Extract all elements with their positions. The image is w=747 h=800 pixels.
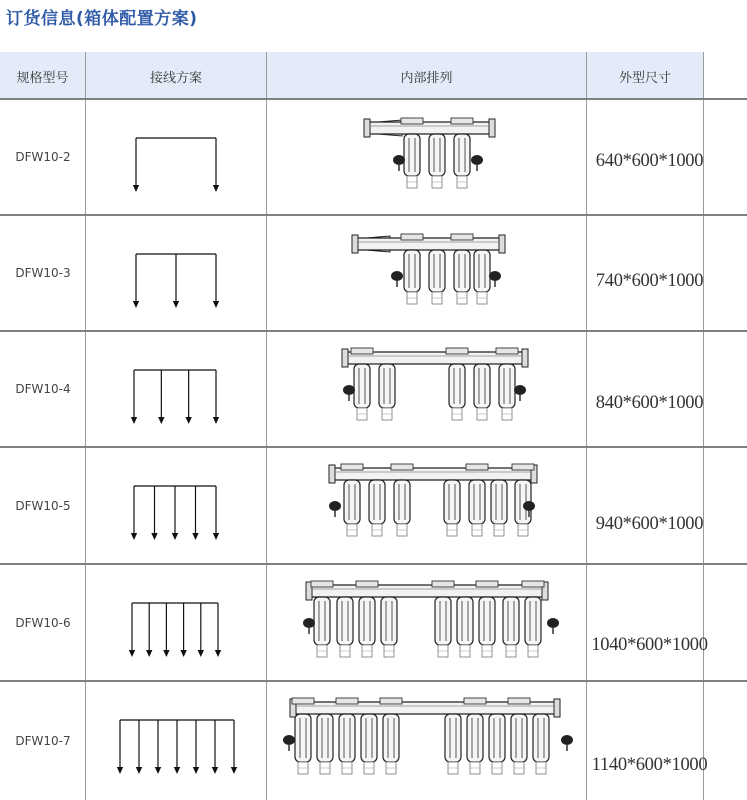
insulator-column [469, 480, 485, 524]
tee-bracket [356, 581, 378, 587]
outlet-arrow [213, 533, 219, 540]
insulator-column [511, 714, 527, 762]
insulator-column [404, 250, 420, 292]
outlet-arrow [133, 301, 139, 308]
outlet-arrow [146, 650, 152, 657]
outlet-arrow [193, 767, 199, 774]
insulator-column [503, 597, 519, 645]
insulator-column [474, 250, 490, 292]
tee-bracket [336, 698, 358, 704]
tee-bracket [522, 581, 544, 587]
connector-knob [514, 385, 526, 395]
connector-knob [471, 155, 483, 165]
outlet-arrow [131, 417, 137, 424]
tee-bracket [380, 698, 402, 704]
insulator-column [361, 714, 377, 762]
insulator-column [359, 597, 375, 645]
tee-bracket [432, 581, 454, 587]
insulator-column [525, 597, 541, 645]
tee-bracket [508, 698, 530, 704]
insulator-column [457, 597, 473, 645]
pipe-flange [522, 349, 528, 367]
tee-bracket [351, 348, 373, 354]
model-cell: DFW10-4 [15, 382, 71, 396]
insulator-column [369, 480, 385, 524]
tee-bracket [401, 118, 423, 124]
insulator-column [454, 250, 470, 292]
outlet-arrow [198, 650, 204, 657]
outlet-arrow [155, 767, 161, 774]
insulator-column [314, 597, 330, 645]
dimension-cell: 940*600*1000 [595, 514, 704, 534]
pipe-flange [489, 119, 495, 137]
insulator-column [344, 480, 360, 524]
internal-layout-drawing [267, 332, 587, 446]
dimension-cell: 640*600*1000 [595, 151, 704, 171]
tee-bracket [292, 698, 314, 704]
dimension-cell: 1040*600*1000 [591, 635, 708, 655]
insulator-column [533, 714, 549, 762]
pipe-flange [364, 119, 370, 137]
tee-bracket [451, 118, 473, 124]
outlet-arrow [174, 767, 180, 774]
model-cell: DFW10-5 [15, 498, 71, 513]
tee-bracket [311, 581, 333, 587]
insulator-column [429, 134, 445, 176]
insulator-column [337, 597, 353, 645]
dimension-cell: 840*600*1000 [595, 393, 704, 413]
outlet-arrow [212, 767, 218, 774]
insulator-column [383, 714, 399, 762]
tee-bracket [451, 234, 473, 240]
wiring-diagram [86, 682, 267, 800]
header-model: 规格型号 [0, 52, 86, 100]
outlet-arrow [180, 650, 186, 657]
internal-layout-drawing [267, 100, 587, 214]
outlet-arrow [213, 185, 219, 192]
pipe-flange [342, 349, 348, 367]
insulator-column [479, 597, 495, 645]
internal-layout-drawing [267, 448, 587, 563]
insulator-column [435, 597, 451, 645]
pipe-flange [329, 465, 335, 483]
bus-pipe [309, 585, 545, 597]
outlet-arrow [215, 650, 221, 657]
outlet-arrow [136, 767, 142, 774]
tee-bracket [401, 234, 423, 240]
page-title: 订货信息(箱体配置方案) [6, 9, 198, 29]
connector-knob [561, 735, 573, 745]
insulator-column [444, 480, 460, 524]
outlet-arrow [151, 533, 157, 540]
header-wiring-scheme: 接线方案 [86, 52, 267, 100]
insulator-column [295, 714, 311, 762]
insulator-column [429, 250, 445, 292]
wiring-diagram [86, 448, 267, 563]
header-dimensions: 外型尺寸 [587, 52, 704, 100]
outlet-arrow [158, 417, 164, 424]
model-cell: DFW10-3 [15, 266, 71, 280]
outlet-arrow [173, 301, 179, 308]
insulator-column [454, 134, 470, 176]
insulator-column [474, 364, 490, 408]
tee-bracket [466, 464, 488, 470]
dimension-cell: 740*600*1000 [595, 271, 704, 291]
wiring-diagram [86, 565, 267, 680]
tee-bracket [512, 464, 534, 470]
outlet-arrow [185, 417, 191, 424]
tee-bracket [464, 698, 486, 704]
outlet-arrow [163, 650, 169, 657]
insulator-column [381, 597, 397, 645]
insulator-column [379, 364, 395, 408]
tee-bracket [496, 348, 518, 354]
insulator-column [449, 364, 465, 408]
model-cell: DFW10-7 [15, 734, 71, 748]
outlet-arrow [131, 533, 137, 540]
tee-bracket [391, 464, 413, 470]
internal-layout-drawing [267, 565, 587, 680]
connector-knob [523, 501, 535, 511]
internal-layout-drawing [267, 682, 587, 800]
connector-knob [547, 618, 559, 628]
internal-layout-drawing [267, 216, 587, 330]
bus-pipe [355, 238, 502, 250]
tee-bracket [476, 581, 498, 587]
connector-knob [391, 271, 403, 281]
outlet-arrow [133, 185, 139, 192]
insulator-column [491, 480, 507, 524]
dimension-cell: 1140*600*1000 [591, 755, 708, 775]
outlet-arrow [192, 533, 198, 540]
connector-knob [303, 618, 315, 628]
model-cell: DFW10-2 [15, 150, 71, 164]
insulator-column [499, 364, 515, 408]
connector-knob [343, 385, 355, 395]
outlet-arrow [231, 767, 237, 774]
outlet-arrow [117, 767, 123, 774]
connector-knob [393, 155, 405, 165]
insulator-column [339, 714, 355, 762]
configuration-table [0, 52, 747, 800]
insulator-column [489, 714, 505, 762]
outlet-arrow [213, 301, 219, 308]
connector-knob [283, 735, 295, 745]
outlet-arrow [129, 650, 135, 657]
insulator-column [445, 714, 461, 762]
insulator-column [404, 134, 420, 176]
model-cell: DFW10-6 [15, 615, 71, 630]
pipe-flange [352, 235, 358, 253]
outlet-arrow [172, 533, 178, 540]
wiring-diagram [86, 332, 267, 446]
pipe-flange [554, 699, 560, 717]
insulator-column [354, 364, 370, 408]
tee-bracket [446, 348, 468, 354]
tee-bracket [341, 464, 363, 470]
insulator-column [394, 480, 410, 524]
outlet-arrow [213, 417, 219, 424]
wiring-diagram [86, 100, 267, 214]
insulator-column [317, 714, 333, 762]
header-internal-layout: 内部排列 [267, 52, 587, 100]
pipe-flange [499, 235, 505, 253]
wiring-diagram [86, 216, 267, 330]
insulator-column [467, 714, 483, 762]
connector-knob [329, 501, 341, 511]
connector-knob [489, 271, 501, 281]
